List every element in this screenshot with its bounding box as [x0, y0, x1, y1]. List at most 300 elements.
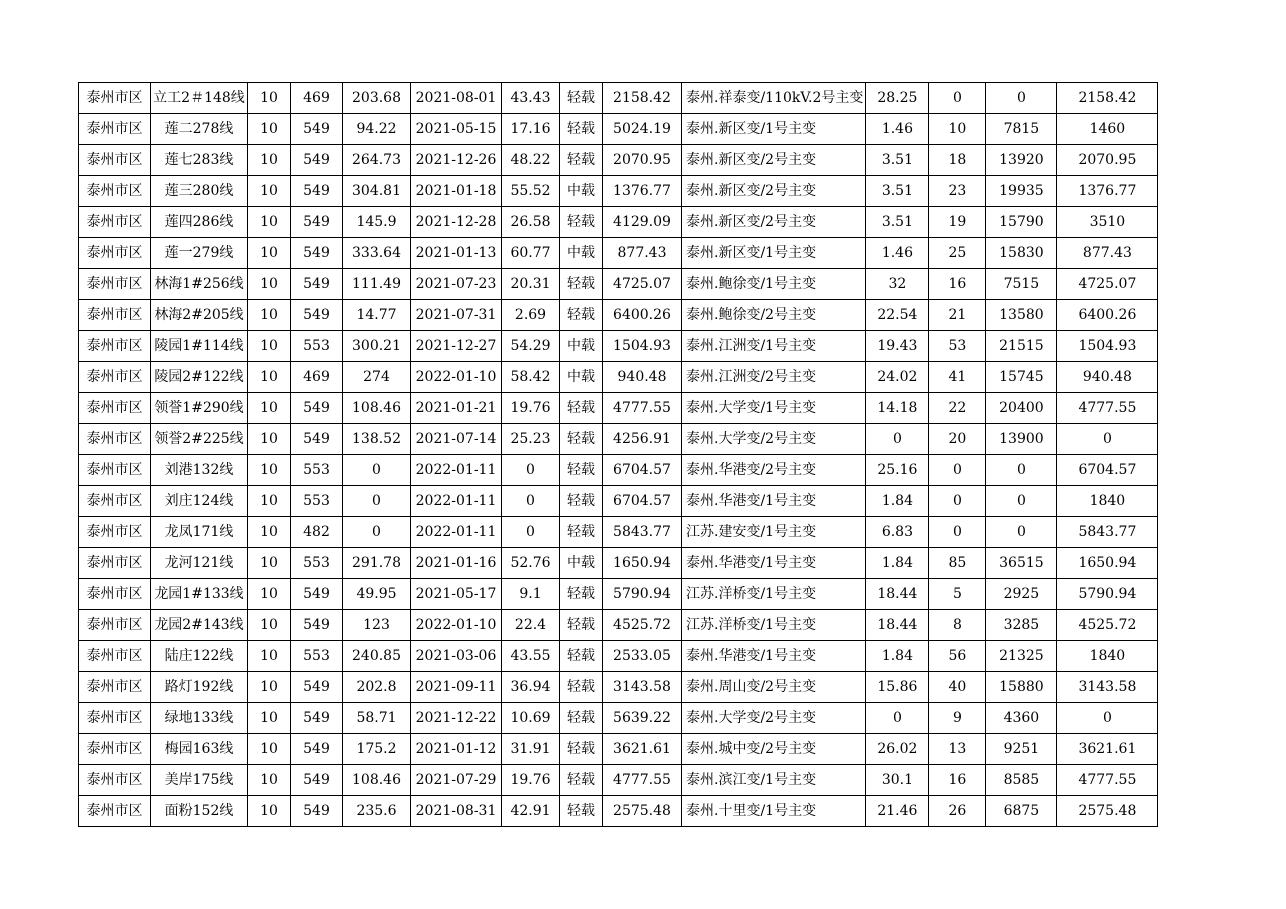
cell-load-status: 轻载	[560, 300, 603, 331]
cell-voltage: 10	[248, 703, 291, 734]
cell-current: 111.49	[343, 269, 411, 300]
cell-date: 2021-01-12	[411, 734, 502, 765]
table-row	[79, 269, 1158, 300]
cell-user-capacity: 0	[986, 517, 1057, 548]
cell-capacity: 549	[291, 176, 343, 207]
cell-date: 2021-01-16	[411, 548, 502, 579]
cell-load-rate: 26.58	[502, 207, 560, 238]
cell-capacity: 549	[291, 765, 343, 796]
cell-user-count: 85	[929, 548, 986, 579]
cell-line-name: 林海2#205线	[151, 300, 248, 331]
cell-available-capacity: 5790.94	[603, 579, 682, 610]
cell-date: 2021-09-11	[411, 672, 502, 703]
cell-user-capacity: 4360	[986, 703, 1057, 734]
cell-user-capacity: 9251	[986, 734, 1057, 765]
cell-voltage: 10	[248, 517, 291, 548]
cell-line-name: 龙园1#133线	[151, 579, 248, 610]
cell-user-capacity: 8585	[986, 765, 1057, 796]
cell-substation-transformer: 泰州.滨江变/1号主变	[682, 765, 866, 796]
cell-capacity: 549	[291, 207, 343, 238]
cell-area: 泰州市区	[79, 114, 151, 145]
cell-load-rate: 60.77	[502, 238, 560, 269]
table-row	[79, 83, 1158, 114]
cell-user-count: 18	[929, 145, 986, 176]
cell-user-count: 40	[929, 672, 986, 703]
table-row	[79, 610, 1158, 641]
cell-capacity: 553	[291, 455, 343, 486]
cell-user-capacity: 21515	[986, 331, 1057, 362]
cell-capacity: 549	[291, 114, 343, 145]
cell-substation-transformer: 泰州.华港变/1号主变	[682, 641, 866, 672]
cell-user-capacity: 15790	[986, 207, 1057, 238]
cell-available-capacity: 4525.72	[603, 610, 682, 641]
cell-remaining-capacity: 3510	[1057, 207, 1158, 238]
cell-remaining-capacity: 1840	[1057, 486, 1158, 517]
cell-transformer-load-rate: 24.02	[866, 362, 929, 393]
cell-transformer-load-rate: 26.02	[866, 734, 929, 765]
cell-available-capacity: 2070.95	[603, 145, 682, 176]
cell-voltage: 10	[248, 641, 291, 672]
cell-remaining-capacity: 1460	[1057, 114, 1158, 145]
cell-substation-transformer: 泰州.新区变/2号主变	[682, 207, 866, 238]
cell-available-capacity: 3143.58	[603, 672, 682, 703]
cell-line-name: 路灯192线	[151, 672, 248, 703]
cell-transformer-load-rate: 3.51	[866, 145, 929, 176]
cell-voltage: 10	[248, 362, 291, 393]
cell-voltage: 10	[248, 83, 291, 114]
table-row	[79, 579, 1158, 610]
cell-remaining-capacity: 1504.93	[1057, 331, 1158, 362]
cell-line-name: 莲二278线	[151, 114, 248, 145]
cell-voltage: 10	[248, 424, 291, 455]
cell-load-status: 中载	[560, 238, 603, 269]
cell-user-count: 26	[929, 796, 986, 827]
cell-transformer-load-rate: 30.1	[866, 765, 929, 796]
cell-available-capacity: 5843.77	[603, 517, 682, 548]
cell-load-status: 轻载	[560, 703, 603, 734]
cell-user-count: 23	[929, 176, 986, 207]
cell-substation-transformer: 泰州.江洲变/1号主变	[682, 331, 866, 362]
cell-user-count: 0	[929, 455, 986, 486]
cell-date: 2022-01-11	[411, 486, 502, 517]
table-row	[79, 176, 1158, 207]
cell-available-capacity: 6400.26	[603, 300, 682, 331]
cell-line-name: 陆庄122线	[151, 641, 248, 672]
cell-remaining-capacity: 1840	[1057, 641, 1158, 672]
cell-date: 2021-08-01	[411, 83, 502, 114]
cell-user-capacity: 13920	[986, 145, 1057, 176]
cell-area: 泰州市区	[79, 672, 151, 703]
cell-capacity: 553	[291, 331, 343, 362]
cell-date: 2021-07-31	[411, 300, 502, 331]
cell-transformer-load-rate: 0	[866, 424, 929, 455]
cell-substation-transformer: 江苏.建安变/1号主变	[682, 517, 866, 548]
cell-transformer-load-rate: 1.46	[866, 114, 929, 145]
table-row	[79, 362, 1158, 393]
cell-capacity: 549	[291, 300, 343, 331]
data-table	[78, 82, 1158, 827]
cell-load-status: 轻载	[560, 734, 603, 765]
cell-user-capacity: 7815	[986, 114, 1057, 145]
cell-transformer-load-rate: 3.51	[866, 176, 929, 207]
table-row	[79, 703, 1158, 734]
cell-transformer-load-rate: 25.16	[866, 455, 929, 486]
cell-remaining-capacity: 5843.77	[1057, 517, 1158, 548]
cell-area: 泰州市区	[79, 393, 151, 424]
cell-area: 泰州市区	[79, 734, 151, 765]
cell-load-status: 轻载	[560, 83, 603, 114]
cell-line-name: 梅园163线	[151, 734, 248, 765]
cell-load-status: 轻载	[560, 796, 603, 827]
cell-date: 2021-12-28	[411, 207, 502, 238]
cell-load-rate: 17.16	[502, 114, 560, 145]
cell-area: 泰州市区	[79, 145, 151, 176]
cell-line-name: 陵园2#122线	[151, 362, 248, 393]
cell-current: 0	[343, 455, 411, 486]
cell-load-status: 轻载	[560, 145, 603, 176]
cell-user-count: 5	[929, 579, 986, 610]
cell-available-capacity: 1650.94	[603, 548, 682, 579]
cell-available-capacity: 877.43	[603, 238, 682, 269]
cell-remaining-capacity: 2070.95	[1057, 145, 1158, 176]
cell-voltage: 10	[248, 610, 291, 641]
cell-capacity: 469	[291, 83, 343, 114]
cell-capacity: 549	[291, 672, 343, 703]
cell-user-capacity: 3285	[986, 610, 1057, 641]
cell-user-capacity: 36515	[986, 548, 1057, 579]
cell-load-rate: 22.4	[502, 610, 560, 641]
table-row	[79, 486, 1158, 517]
cell-line-name: 美岸175线	[151, 765, 248, 796]
cell-remaining-capacity: 3143.58	[1057, 672, 1158, 703]
cell-available-capacity: 6704.57	[603, 486, 682, 517]
cell-current: 108.46	[343, 393, 411, 424]
cell-voltage: 10	[248, 486, 291, 517]
cell-capacity: 549	[291, 703, 343, 734]
cell-line-name: 莲一279线	[151, 238, 248, 269]
cell-current: 0	[343, 517, 411, 548]
cell-load-rate: 19.76	[502, 393, 560, 424]
cell-current: 240.85	[343, 641, 411, 672]
cell-available-capacity: 2575.48	[603, 796, 682, 827]
cell-remaining-capacity: 6400.26	[1057, 300, 1158, 331]
cell-remaining-capacity: 4777.55	[1057, 765, 1158, 796]
cell-available-capacity: 2158.42	[603, 83, 682, 114]
cell-line-name: 领誉1#290线	[151, 393, 248, 424]
table-row	[79, 672, 1158, 703]
cell-load-status: 轻载	[560, 672, 603, 703]
cell-substation-transformer: 泰州.城中变/2号主变	[682, 734, 866, 765]
cell-voltage: 10	[248, 579, 291, 610]
cell-current: 108.46	[343, 765, 411, 796]
cell-voltage: 10	[248, 300, 291, 331]
cell-substation-transformer: 泰州.大学变/1号主变	[682, 393, 866, 424]
cell-transformer-load-rate: 28.25	[866, 83, 929, 114]
table-row	[79, 424, 1158, 455]
cell-area: 泰州市区	[79, 331, 151, 362]
cell-remaining-capacity: 0	[1057, 703, 1158, 734]
cell-remaining-capacity: 4725.07	[1057, 269, 1158, 300]
cell-area: 泰州市区	[79, 579, 151, 610]
cell-transformer-load-rate: 21.46	[866, 796, 929, 827]
cell-load-rate: 2.69	[502, 300, 560, 331]
cell-substation-transformer: 泰州.新区变/1号主变	[682, 238, 866, 269]
cell-voltage: 10	[248, 672, 291, 703]
cell-line-name: 林海1#256线	[151, 269, 248, 300]
cell-voltage: 10	[248, 548, 291, 579]
cell-date: 2022-01-11	[411, 517, 502, 548]
table-row	[79, 765, 1158, 796]
cell-area: 泰州市区	[79, 765, 151, 796]
cell-load-status: 轻载	[560, 486, 603, 517]
cell-load-rate: 20.31	[502, 269, 560, 300]
cell-area: 泰州市区	[79, 796, 151, 827]
cell-transformer-load-rate: 18.44	[866, 610, 929, 641]
cell-substation-transformer: 泰州.大学变/2号主变	[682, 703, 866, 734]
cell-transformer-load-rate: 19.43	[866, 331, 929, 362]
cell-user-count: 9	[929, 703, 986, 734]
table-row	[79, 331, 1158, 362]
cell-line-name: 莲七283线	[151, 145, 248, 176]
cell-current: 175.2	[343, 734, 411, 765]
cell-load-rate: 52.76	[502, 548, 560, 579]
cell-load-status: 轻载	[560, 269, 603, 300]
cell-capacity: 549	[291, 796, 343, 827]
cell-available-capacity: 2533.05	[603, 641, 682, 672]
cell-area: 泰州市区	[79, 424, 151, 455]
cell-transformer-load-rate: 32	[866, 269, 929, 300]
cell-user-count: 22	[929, 393, 986, 424]
cell-substation-transformer: 泰州.江洲变/2号主变	[682, 362, 866, 393]
cell-current: 274	[343, 362, 411, 393]
cell-user-count: 0	[929, 486, 986, 517]
cell-substation-transformer: 泰州.新区变/2号主变	[682, 176, 866, 207]
cell-capacity: 482	[291, 517, 343, 548]
cell-current: 94.22	[343, 114, 411, 145]
cell-line-name: 龙河121线	[151, 548, 248, 579]
cell-current: 264.73	[343, 145, 411, 176]
cell-substation-transformer: 泰州.十里变/1号主变	[682, 796, 866, 827]
cell-load-rate: 19.76	[502, 765, 560, 796]
cell-user-capacity: 0	[986, 486, 1057, 517]
cell-current: 123	[343, 610, 411, 641]
cell-remaining-capacity: 877.43	[1057, 238, 1158, 269]
cell-current: 202.8	[343, 672, 411, 703]
cell-user-capacity: 15880	[986, 672, 1057, 703]
table-row	[79, 517, 1158, 548]
cell-area: 泰州市区	[79, 548, 151, 579]
cell-user-count: 21	[929, 300, 986, 331]
cell-available-capacity: 4256.91	[603, 424, 682, 455]
cell-load-status: 轻载	[560, 517, 603, 548]
cell-voltage: 10	[248, 455, 291, 486]
cell-user-capacity: 19935	[986, 176, 1057, 207]
cell-remaining-capacity: 2575.48	[1057, 796, 1158, 827]
cell-voltage: 10	[248, 207, 291, 238]
cell-area: 泰州市区	[79, 455, 151, 486]
cell-area: 泰州市区	[79, 269, 151, 300]
cell-substation-transformer: 泰州.大学变/2号主变	[682, 424, 866, 455]
cell-user-count: 41	[929, 362, 986, 393]
cell-load-status: 轻载	[560, 424, 603, 455]
cell-line-name: 陵园1#114线	[151, 331, 248, 362]
cell-user-capacity: 20400	[986, 393, 1057, 424]
cell-current: 291.78	[343, 548, 411, 579]
cell-date: 2021-08-31	[411, 796, 502, 827]
cell-load-status: 轻载	[560, 579, 603, 610]
cell-area: 泰州市区	[79, 486, 151, 517]
cell-capacity: 553	[291, 641, 343, 672]
cell-available-capacity: 5024.19	[603, 114, 682, 145]
cell-load-status: 中载	[560, 176, 603, 207]
cell-date: 2021-05-15	[411, 114, 502, 145]
cell-transformer-load-rate: 18.44	[866, 579, 929, 610]
cell-current: 300.21	[343, 331, 411, 362]
cell-current: 14.77	[343, 300, 411, 331]
cell-remaining-capacity: 1376.77	[1057, 176, 1158, 207]
cell-load-rate: 36.94	[502, 672, 560, 703]
cell-current: 58.71	[343, 703, 411, 734]
cell-current: 145.9	[343, 207, 411, 238]
cell-line-name: 刘港132线	[151, 455, 248, 486]
cell-date: 2022-01-10	[411, 362, 502, 393]
cell-load-rate: 43.55	[502, 641, 560, 672]
cell-current: 235.6	[343, 796, 411, 827]
cell-available-capacity: 1504.93	[603, 331, 682, 362]
cell-capacity: 549	[291, 269, 343, 300]
cell-remaining-capacity: 3621.61	[1057, 734, 1158, 765]
cell-user-capacity: 2925	[986, 579, 1057, 610]
cell-area: 泰州市区	[79, 362, 151, 393]
cell-user-capacity: 13900	[986, 424, 1057, 455]
cell-user-capacity: 6875	[986, 796, 1057, 827]
cell-remaining-capacity: 4525.72	[1057, 610, 1158, 641]
cell-transformer-load-rate: 1.46	[866, 238, 929, 269]
cell-substation-transformer: 泰州.新区变/2号主变	[682, 145, 866, 176]
cell-load-status: 轻载	[560, 393, 603, 424]
cell-date: 2021-07-23	[411, 269, 502, 300]
cell-load-rate: 48.22	[502, 145, 560, 176]
cell-line-name: 刘庄124线	[151, 486, 248, 517]
cell-substation-transformer: 泰州.华港变/1号主变	[682, 486, 866, 517]
cell-substation-transformer: 泰州.祥泰变/110kV.2号主变	[682, 83, 866, 114]
cell-date: 2021-12-22	[411, 703, 502, 734]
cell-user-count: 0	[929, 83, 986, 114]
cell-transformer-load-rate: 15.86	[866, 672, 929, 703]
cell-transformer-load-rate: 1.84	[866, 641, 929, 672]
cell-voltage: 10	[248, 238, 291, 269]
cell-load-status: 轻载	[560, 455, 603, 486]
cell-user-count: 56	[929, 641, 986, 672]
cell-current: 0	[343, 486, 411, 517]
cell-load-status: 中载	[560, 362, 603, 393]
cell-user-count: 10	[929, 114, 986, 145]
cell-user-capacity: 15830	[986, 238, 1057, 269]
cell-area: 泰州市区	[79, 517, 151, 548]
cell-voltage: 10	[248, 765, 291, 796]
cell-remaining-capacity: 2158.42	[1057, 83, 1158, 114]
table-row	[79, 393, 1158, 424]
cell-load-status: 轻载	[560, 641, 603, 672]
cell-load-rate: 9.1	[502, 579, 560, 610]
cell-line-name: 莲四286线	[151, 207, 248, 238]
cell-load-rate: 43.43	[502, 83, 560, 114]
cell-date: 2021-01-13	[411, 238, 502, 269]
cell-user-capacity: 7515	[986, 269, 1057, 300]
cell-load-rate: 25.23	[502, 424, 560, 455]
cell-capacity: 549	[291, 145, 343, 176]
table-row	[79, 455, 1158, 486]
cell-substation-transformer: 江苏.洋桥变/1号主变	[682, 610, 866, 641]
cell-line-name: 莲三280线	[151, 176, 248, 207]
cell-user-count: 19	[929, 207, 986, 238]
table-row	[79, 300, 1158, 331]
cell-area: 泰州市区	[79, 176, 151, 207]
table-row	[79, 238, 1158, 269]
table-row	[79, 114, 1158, 145]
cell-date: 2021-07-29	[411, 765, 502, 796]
cell-load-rate: 0	[502, 486, 560, 517]
cell-date: 2021-12-27	[411, 331, 502, 362]
cell-line-name: 领誉2#225线	[151, 424, 248, 455]
cell-available-capacity: 4129.09	[603, 207, 682, 238]
cell-substation-transformer: 泰州.华港变/2号主变	[682, 455, 866, 486]
cell-transformer-load-rate: 22.54	[866, 300, 929, 331]
cell-transformer-load-rate: 6.83	[866, 517, 929, 548]
cell-user-count: 20	[929, 424, 986, 455]
cell-transformer-load-rate: 3.51	[866, 207, 929, 238]
table-body	[79, 83, 1158, 827]
cell-date: 2021-12-26	[411, 145, 502, 176]
cell-voltage: 10	[248, 734, 291, 765]
cell-voltage: 10	[248, 176, 291, 207]
cell-user-count: 8	[929, 610, 986, 641]
cell-load-rate: 58.42	[502, 362, 560, 393]
table-row	[79, 796, 1158, 827]
cell-user-capacity: 21325	[986, 641, 1057, 672]
cell-remaining-capacity: 0	[1057, 424, 1158, 455]
cell-load-rate: 0	[502, 455, 560, 486]
cell-voltage: 10	[248, 796, 291, 827]
cell-remaining-capacity: 5790.94	[1057, 579, 1158, 610]
cell-date: 2022-01-10	[411, 610, 502, 641]
cell-line-name: 绿地133线	[151, 703, 248, 734]
cell-user-count: 13	[929, 734, 986, 765]
cell-load-status: 轻载	[560, 207, 603, 238]
cell-current: 304.81	[343, 176, 411, 207]
cell-available-capacity: 4777.55	[603, 765, 682, 796]
cell-load-status: 中载	[560, 548, 603, 579]
cell-user-capacity: 15745	[986, 362, 1057, 393]
cell-area: 泰州市区	[79, 300, 151, 331]
cell-area: 泰州市区	[79, 83, 151, 114]
cell-remaining-capacity: 940.48	[1057, 362, 1158, 393]
cell-voltage: 10	[248, 331, 291, 362]
cell-current: 333.64	[343, 238, 411, 269]
cell-user-count: 25	[929, 238, 986, 269]
cell-capacity: 549	[291, 579, 343, 610]
cell-transformer-load-rate: 1.84	[866, 548, 929, 579]
cell-date: 2021-01-18	[411, 176, 502, 207]
cell-area: 泰州市区	[79, 238, 151, 269]
cell-area: 泰州市区	[79, 207, 151, 238]
cell-current: 49.95	[343, 579, 411, 610]
cell-available-capacity: 3621.61	[603, 734, 682, 765]
cell-capacity: 549	[291, 393, 343, 424]
cell-load-rate: 0	[502, 517, 560, 548]
cell-available-capacity: 1376.77	[603, 176, 682, 207]
cell-user-capacity: 0	[986, 83, 1057, 114]
